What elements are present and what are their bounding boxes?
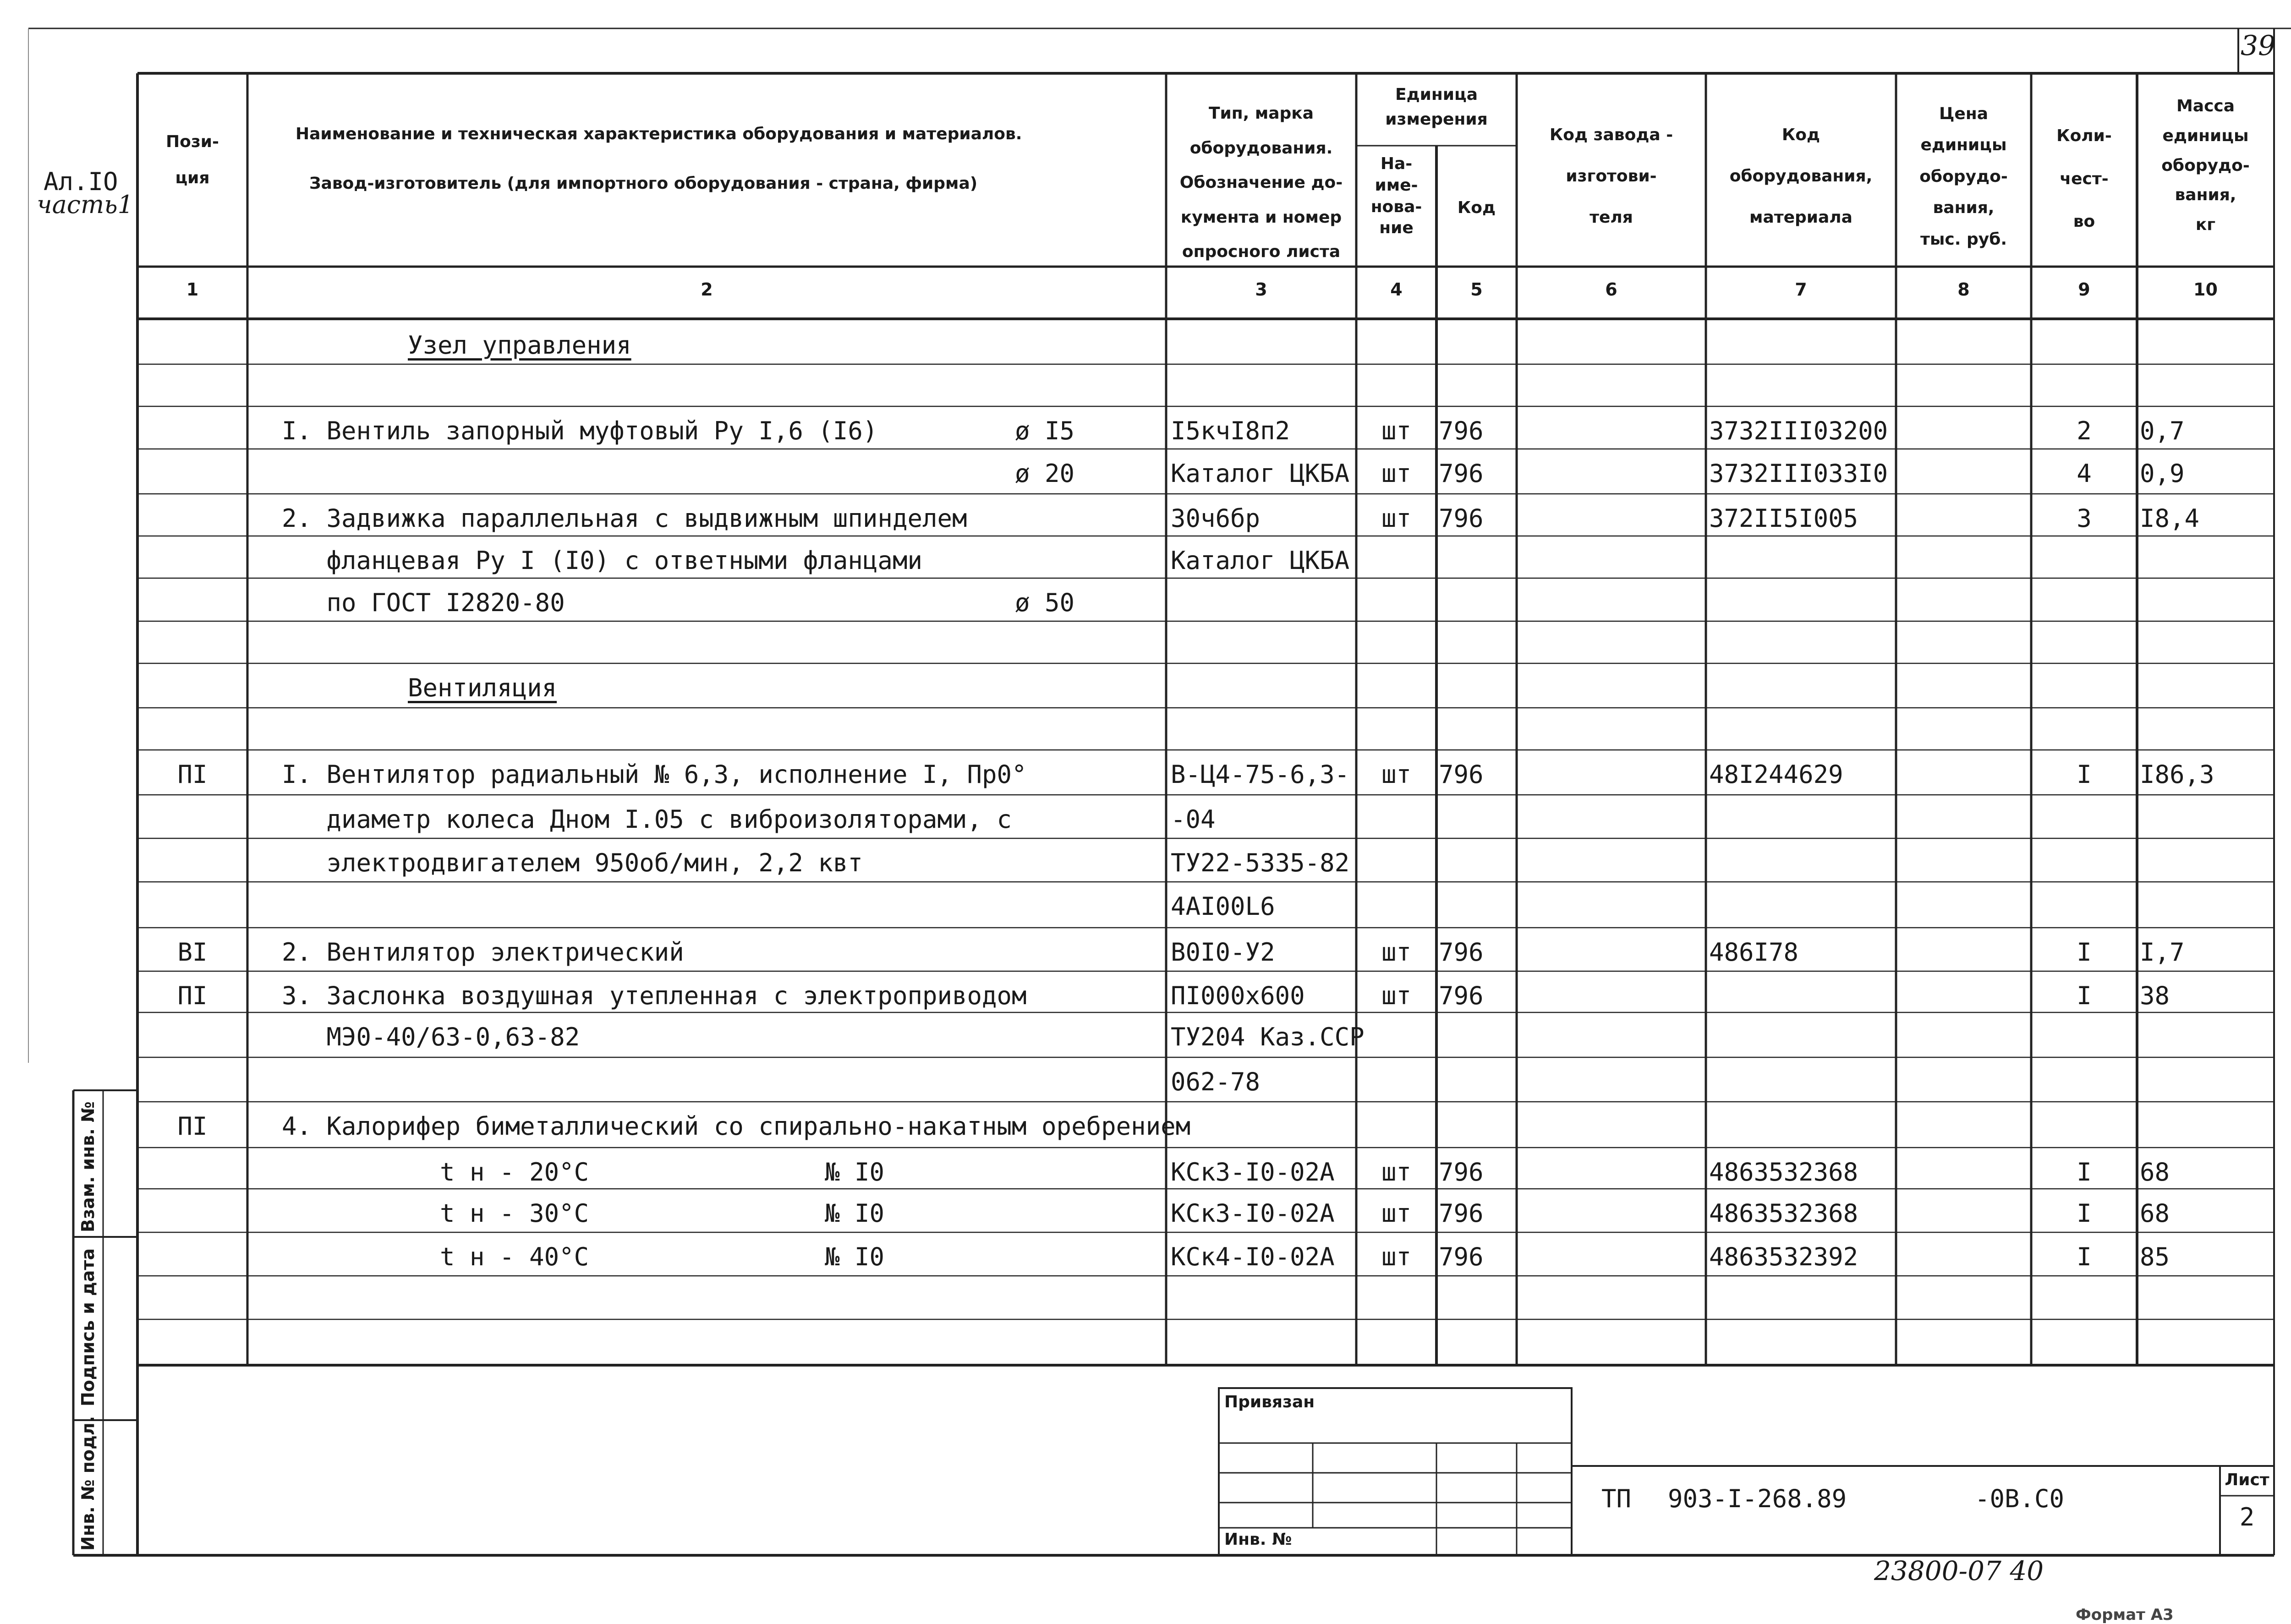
col-num-6: 6: [1605, 279, 1617, 300]
side-note-part: часть1: [37, 190, 133, 219]
cell-type: В-Ц4-75-6,3-: [1171, 760, 1350, 789]
header-price: Цена единицы оборудо- вания, тыс. руб.: [1919, 104, 2008, 249]
header-unit-name: На- име- нова- ние: [1370, 154, 1422, 238]
sheet-number-handwritten: 39: [2241, 30, 2276, 62]
cell-mass: 38: [2140, 981, 2170, 1010]
item-diameter: ø 20: [1015, 459, 1075, 488]
header-equipment-code: Код оборудования, материала: [1729, 126, 1873, 227]
item-name: t н - 20°С: [440, 1158, 589, 1187]
cell-pos: ПI: [177, 1112, 208, 1141]
doc-code-suffix: -0В.С0: [1975, 1484, 2065, 1513]
col-num-7: 7: [1795, 279, 1807, 300]
header-position: Пози- ция: [166, 132, 219, 188]
stamp-inv: Инв. №: [1224, 1530, 1292, 1549]
header-name-line2: Завод-изготовитель (для импортного оборудования - страна, фирма): [309, 174, 978, 193]
cell-equip: 3732III03200: [1709, 416, 1888, 445]
header-name-line1: Наименование и техническая характеристика оборудования и материалов.: [296, 125, 1022, 143]
stamp-privyazan: Привязан: [1224, 1393, 1315, 1411]
doc-code-number: 903-I-268.89: [1668, 1484, 1847, 1513]
col-num-2: 2: [701, 279, 713, 300]
cell-mass: 68: [2140, 1158, 2170, 1187]
cell-unit: шт: [1381, 459, 1412, 488]
col-num-4: 4: [1390, 279, 1403, 300]
item-name: t н - 40°С: [440, 1242, 589, 1271]
cell-pos: ВI: [177, 938, 208, 967]
cell-qty: I: [2077, 981, 2092, 1010]
item-name: t н - 30°С: [440, 1199, 589, 1228]
header-type: Тип, марка оборудования. Обозначение до- кумента и номер опросного листа: [1179, 104, 1343, 262]
cell-mass: I8,4: [2140, 504, 2200, 533]
cell-code: 796: [1439, 1242, 1484, 1271]
cell-unit: шт: [1381, 981, 1412, 1010]
cell-qty: 3: [2077, 504, 2092, 533]
cell-qty: I: [2077, 760, 2092, 789]
cell-mass: 0,7: [2140, 416, 2185, 445]
header-mass: Масса единицы оборудо- вания, кг: [2161, 97, 2250, 235]
section-heading: Вентиляция: [408, 673, 557, 702]
cell-equip: 372II5I005: [1709, 504, 1858, 533]
sheet-value: 2: [2239, 1503, 2255, 1531]
cell-type: КСк3-I0-02А: [1171, 1199, 1335, 1228]
cell-equip: 486I78: [1709, 938, 1799, 967]
cell-unit: шт: [1381, 760, 1412, 789]
item-name: МЭ0-40/63-0,63-82: [282, 1023, 580, 1051]
cell-mass: 68: [2140, 1199, 2170, 1228]
cell-code: 796: [1439, 504, 1484, 533]
item-number: № I0: [825, 1158, 885, 1187]
cell-type: Каталог ЦКБА: [1171, 546, 1350, 575]
cell-type: ТУ204 Каз.ССР: [1171, 1023, 1365, 1051]
item-diameter: ø I5: [1015, 416, 1075, 445]
cell-qty: I: [2077, 938, 2092, 967]
cell-type: Каталог ЦКБА: [1171, 459, 1350, 488]
cell-unit: шт: [1381, 938, 1412, 967]
col-num-3: 3: [1255, 279, 1267, 300]
cell-unit: шт: [1381, 1158, 1412, 1187]
item-number: № I0: [825, 1242, 885, 1271]
cell-unit: шт: [1381, 1199, 1412, 1228]
cell-qty: 2: [2077, 416, 2092, 445]
cell-type: КСк4-I0-02А: [1171, 1242, 1335, 1271]
cell-code: 796: [1439, 938, 1484, 967]
cell-qty: I: [2077, 1242, 2092, 1271]
cell-code: 796: [1439, 1199, 1484, 1228]
item-name: электродвигателем 950об/мин, 2,2 квт: [282, 848, 863, 877]
item-name: 4. Калорифер биметаллический со спирально-накатным оребрением: [282, 1112, 1191, 1141]
cell-mass: 85: [2140, 1242, 2170, 1271]
format-label: Формат А3: [2076, 1606, 2174, 1624]
header-unit-group: Единица измерения: [1385, 85, 1488, 129]
cell-qty: I: [2077, 1199, 2092, 1228]
cell-mass: 0,9: [2140, 459, 2185, 488]
cell-equip: 4863532368: [1709, 1199, 1858, 1228]
item-name: 2. Задвижка параллельная с выдвижным шпинделем: [282, 504, 967, 533]
cell-type: I5кчI8п2: [1171, 416, 1290, 445]
header-unit-code: Код: [1457, 198, 1496, 217]
cell-type: В0I0-У2: [1171, 938, 1275, 967]
header-quantity: Коли- чест- во: [2056, 126, 2112, 231]
cell-qty: 4: [2077, 459, 2092, 488]
cell-unit: шт: [1381, 416, 1412, 445]
cell-type: -04: [1171, 805, 1216, 834]
item-name: фланцевая Ру I (I0) с ответными фланцами: [282, 546, 922, 575]
side-label-podpis: Подпись и дата: [78, 1248, 98, 1406]
item-name: I. Вентиль запорный муфтовый Ру I,6 (I6): [282, 416, 878, 445]
col-num-10: 10: [2193, 279, 2218, 300]
cell-type: 30ч6бр: [1171, 504, 1261, 533]
side-label-inv-podl: Инв. № подл.: [78, 1416, 98, 1551]
cell-unit: шт: [1381, 504, 1412, 533]
cell-type: 062-78: [1171, 1067, 1261, 1096]
side-note-album: Ал.IO: [44, 167, 118, 196]
col-num-8: 8: [1957, 279, 1970, 300]
item-name: 3. Заслонка воздушная утепленная с электроприводом: [282, 981, 1027, 1010]
cell-code: 796: [1439, 760, 1484, 789]
header-factory-code: Код завода - изготови- теля: [1549, 126, 1673, 227]
cell-type: 4АI00L6: [1171, 892, 1275, 921]
cell-equip: 3732III033I0: [1709, 459, 1888, 488]
col-num-5: 5: [1470, 279, 1483, 300]
cell-pos: ПI: [177, 981, 208, 1010]
side-label-vzam: Взам. инв. №: [78, 1101, 98, 1232]
cell-type: ТУ22-5335-82: [1171, 848, 1350, 877]
cell-equip: 48I244629: [1709, 760, 1843, 789]
cell-code: 796: [1439, 416, 1484, 445]
item-name: 2. Вентилятор электрический: [282, 938, 684, 967]
item-diameter: ø 50: [1015, 588, 1075, 617]
cell-code: 796: [1439, 459, 1484, 488]
cell-code: 796: [1439, 1158, 1484, 1187]
cell-pos: ПI: [177, 760, 208, 789]
cell-type: КСк3-I0-02А: [1171, 1158, 1335, 1187]
section-heading: Узел управления: [408, 331, 631, 360]
cell-code: 796: [1439, 981, 1484, 1010]
cell-qty: I: [2077, 1158, 2092, 1187]
col-num-1: 1: [186, 279, 199, 300]
bottom-note: 23800-07 40: [1874, 1555, 2044, 1586]
item-name: I. Вентилятор радиальный № 6,3, исполнение I, Пр0°: [282, 760, 1027, 789]
col-num-9: 9: [2078, 279, 2090, 300]
cell-equip: 4863532368: [1709, 1158, 1858, 1187]
cell-mass: I,7: [2140, 938, 2185, 967]
cell-unit: шт: [1381, 1242, 1412, 1271]
item-number: № I0: [825, 1199, 885, 1228]
item-name: по ГОСТ I2820-80: [282, 588, 565, 617]
cell-type: ПI000х600: [1171, 981, 1305, 1010]
doc-code-tp: ТП: [1601, 1484, 1632, 1513]
cell-mass: I86,3: [2140, 760, 2214, 789]
item-name: диаметр колеса Дном I.05 с виброизоляторами, с: [282, 805, 1012, 834]
sheet-label: Лист: [2225, 1471, 2269, 1489]
cell-equip: 4863532392: [1709, 1242, 1858, 1271]
